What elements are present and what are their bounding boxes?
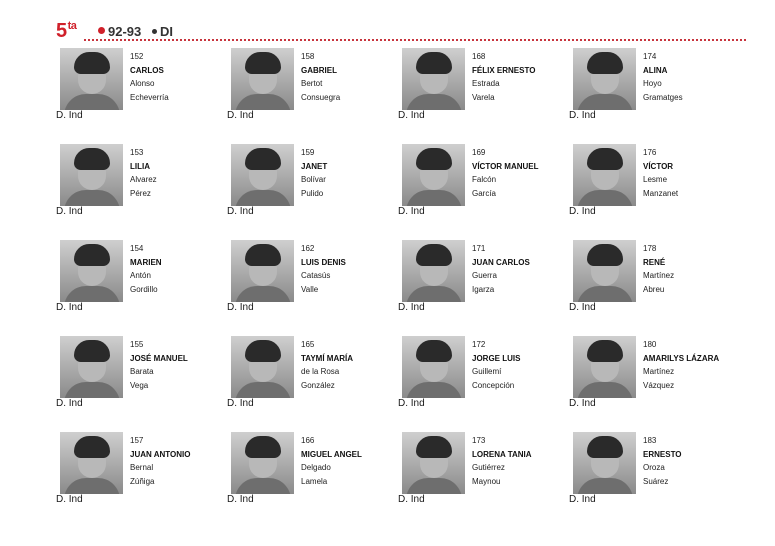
- student-first-name: JORGE LUIS: [472, 353, 521, 363]
- student-info: [130, 50, 226, 104]
- student-surname-2: Zúñiga: [130, 476, 155, 486]
- student-info: [643, 242, 739, 296]
- dind-label: D. Ind: [227, 206, 254, 217]
- photo-shoulders: [577, 190, 633, 206]
- student-info: [472, 50, 568, 104]
- student-number: 158: [301, 52, 315, 61]
- dind-label: D. Ind: [569, 302, 596, 313]
- student-first-name: CARLOS: [130, 65, 164, 75]
- dind-label: D. Ind: [56, 302, 83, 313]
- photo-hair: [416, 244, 452, 266]
- student-card: [398, 432, 568, 512]
- student-surname-1: Gutiérrez: [472, 463, 505, 472]
- student-info: [130, 242, 226, 296]
- student-surname-1: Oroza: [643, 463, 665, 472]
- student-photo: [231, 240, 294, 302]
- student-surname-1: Alonso: [130, 79, 155, 88]
- photo-shoulders: [235, 190, 291, 206]
- dind-label: D. Ind: [398, 302, 425, 313]
- student-number: 152: [130, 52, 144, 61]
- student-surname-1: Martínez: [643, 367, 675, 376]
- photo-shoulders: [406, 382, 462, 398]
- student-surname-2: Igarza: [472, 284, 495, 294]
- photo-shoulders: [64, 190, 120, 206]
- student-surname-1: Alvarez: [130, 175, 157, 184]
- student-photo: [573, 240, 636, 302]
- student-first-name: GABRIEL: [301, 65, 337, 75]
- student-surname-2: Varela: [472, 92, 495, 102]
- photo-shoulders: [406, 190, 462, 206]
- student-card: [56, 240, 226, 320]
- student-first-name: RENÉ: [643, 257, 666, 267]
- photo-hair: [416, 52, 452, 74]
- photo-shoulders: [64, 286, 120, 302]
- student-number: 155: [130, 340, 144, 349]
- photo-shoulders: [235, 286, 291, 302]
- photo-shoulders: [406, 286, 462, 302]
- student-first-name: MARIEN: [130, 257, 162, 267]
- photo-shoulders: [64, 94, 120, 110]
- student-card: [569, 240, 739, 320]
- student-photo: [573, 432, 636, 494]
- student-card: [56, 432, 226, 512]
- dind-label: D. Ind: [398, 494, 425, 505]
- student-number: 153: [130, 148, 144, 157]
- dind-label: D. Ind: [227, 302, 254, 313]
- student-photo: [402, 432, 465, 494]
- red-bullet-icon: [98, 27, 105, 34]
- student-first-name: JANET: [301, 161, 328, 171]
- student-card: [56, 336, 226, 416]
- student-surname-2: Abreu: [643, 284, 665, 294]
- student-card: [398, 336, 568, 416]
- photo-hair: [245, 52, 281, 74]
- student-surname-1: Bertot: [301, 79, 323, 88]
- student-info: [130, 338, 226, 392]
- photo-shoulders: [577, 94, 633, 110]
- student-card: [227, 336, 397, 416]
- student-photo: [573, 144, 636, 206]
- student-first-name: VÍCTOR: [643, 161, 674, 171]
- student-card: [398, 48, 568, 128]
- photo-shoulders: [235, 94, 291, 110]
- photo-shoulders: [577, 478, 633, 494]
- student-info: [301, 50, 397, 104]
- student-info: [301, 434, 397, 488]
- photo-hair: [587, 148, 623, 170]
- student-info: [472, 338, 568, 392]
- student-card: [227, 48, 397, 128]
- student-surname-1: Lesme: [643, 175, 668, 184]
- student-surname-1: Estrada: [472, 79, 500, 88]
- photo-hair: [587, 340, 623, 362]
- student-surname-2: Pulido: [301, 188, 324, 198]
- photo-hair: [74, 244, 110, 266]
- student-card: [227, 432, 397, 512]
- dind-label: D. Ind: [56, 494, 83, 505]
- photo-hair: [416, 148, 452, 170]
- student-photo: [231, 336, 294, 398]
- photo-shoulders: [577, 382, 633, 398]
- student-photo: [60, 240, 123, 302]
- dind-label: D. Ind: [56, 110, 83, 121]
- student-surname-2: Gramatges: [643, 92, 683, 102]
- student-first-name: FÉLIX ERNESTO: [472, 65, 536, 75]
- student-number: 174: [643, 52, 657, 61]
- student-card: [569, 432, 739, 512]
- student-photo: [60, 336, 123, 398]
- student-surname-2: García: [472, 188, 497, 198]
- dind-label: D. Ind: [569, 110, 596, 121]
- photo-hair: [74, 148, 110, 170]
- dotted-divider: [84, 39, 746, 41]
- student-surname-1: Martínez: [643, 271, 675, 280]
- dind-label: D. Ind: [227, 398, 254, 409]
- student-surname-1: Catasús: [301, 271, 331, 280]
- student-first-name: LUIS DENIS: [301, 257, 346, 267]
- student-info: [643, 146, 739, 200]
- student-number: 178: [643, 244, 657, 253]
- photo-hair: [416, 436, 452, 458]
- photo-hair: [416, 340, 452, 362]
- photo-hair: [245, 436, 281, 458]
- student-photo: [60, 48, 123, 110]
- photo-hair: [74, 340, 110, 362]
- student-surname-1: Hoyo: [643, 79, 662, 88]
- student-photo: [402, 336, 465, 398]
- student-surname-2: Consuegra: [301, 92, 341, 102]
- student-first-name: VÍCTOR MANUEL: [472, 161, 539, 171]
- student-card: [398, 240, 568, 320]
- student-surname-2: Maynou: [472, 476, 501, 486]
- photo-hair: [587, 244, 623, 266]
- student-surname-1: Bolívar: [301, 175, 326, 184]
- student-surname-1: Antón: [130, 271, 151, 280]
- photo-shoulders: [406, 94, 462, 110]
- student-card: [569, 144, 739, 224]
- student-first-name: ERNESTO: [643, 449, 682, 459]
- dind-label: D. Ind: [227, 494, 254, 505]
- student-info: [472, 434, 568, 488]
- photo-hair: [74, 52, 110, 74]
- student-number: 159: [301, 148, 315, 157]
- student-info: [472, 242, 568, 296]
- photo-hair: [245, 148, 281, 170]
- photo-hair: [74, 436, 110, 458]
- year-label: 92-93: [98, 24, 141, 39]
- student-number: 165: [301, 340, 315, 349]
- student-surname-2: Pérez: [130, 188, 151, 198]
- student-surname-1: Barata: [130, 367, 154, 376]
- page-header: [56, 16, 746, 46]
- student-photo: [573, 336, 636, 398]
- photo-hair: [587, 436, 623, 458]
- grade-title: $5^{ta}$: [56, 20, 77, 42]
- student-surname-1: Delgado: [301, 463, 331, 472]
- student-info: [301, 146, 397, 200]
- student-info: [130, 146, 226, 200]
- group-label: DI: [152, 24, 173, 39]
- dind-label: D. Ind: [398, 398, 425, 409]
- student-number: 176: [643, 148, 657, 157]
- photo-shoulders: [235, 382, 291, 398]
- student-number: 171: [472, 244, 486, 253]
- student-card: [227, 240, 397, 320]
- student-surname-1: Guillemí: [472, 367, 502, 376]
- student-surname-2: Suárez: [643, 476, 669, 486]
- student-photo: [231, 48, 294, 110]
- student-photo: [60, 432, 123, 494]
- student-photo: [402, 48, 465, 110]
- dind-label: D. Ind: [227, 110, 254, 121]
- student-number: 172: [472, 340, 486, 349]
- student-info: [643, 50, 739, 104]
- student-number: 169: [472, 148, 486, 157]
- student-card: [398, 144, 568, 224]
- student-card: [56, 144, 226, 224]
- student-info: [643, 338, 739, 392]
- dind-label: D. Ind: [569, 494, 596, 505]
- student-photo: [402, 240, 465, 302]
- student-photo: [60, 144, 123, 206]
- student-number: 168: [472, 52, 486, 61]
- student-photo: [402, 144, 465, 206]
- student-first-name: MIGUEL ANGEL: [301, 449, 362, 459]
- photo-shoulders: [235, 478, 291, 494]
- photo-shoulders: [64, 478, 120, 494]
- dind-label: D. Ind: [56, 206, 83, 217]
- photo-hair: [587, 52, 623, 74]
- student-first-name: LILIA: [130, 161, 150, 171]
- student-first-name: JUAN CARLOS: [472, 257, 530, 267]
- student-card: [56, 48, 226, 128]
- student-surname-2: Concepción: [472, 380, 515, 390]
- student-number: 173: [472, 436, 486, 445]
- student-card: [569, 48, 739, 128]
- student-card: [227, 144, 397, 224]
- photo-hair: [245, 340, 281, 362]
- student-first-name: AMARILYS LÁZARA: [643, 353, 720, 363]
- student-first-name: JOSÉ MANUEL: [130, 353, 188, 363]
- dind-label: D. Ind: [398, 110, 425, 121]
- student-photo: [231, 432, 294, 494]
- student-surname-2: Manzanet: [643, 188, 679, 198]
- student-info: [643, 434, 739, 488]
- student-number: 166: [301, 436, 315, 445]
- photo-shoulders: [577, 286, 633, 302]
- student-surname-2: Lamela: [301, 476, 328, 486]
- student-first-name: LORENA TANIA: [472, 449, 532, 459]
- student-number: 183: [643, 436, 657, 445]
- student-info: [130, 434, 226, 488]
- dind-label: D. Ind: [569, 398, 596, 409]
- dind-label: D. Ind: [56, 398, 83, 409]
- student-surname-1: Guerra: [472, 271, 497, 280]
- student-photo: [573, 48, 636, 110]
- student-number: 180: [643, 340, 657, 349]
- student-info: [301, 338, 397, 392]
- student-number: 157: [130, 436, 144, 445]
- student-photo: [231, 144, 294, 206]
- photo-shoulders: [64, 382, 120, 398]
- student-surname-2: Vázquez: [643, 380, 675, 390]
- student-card: [569, 336, 739, 416]
- bullet-icon: [152, 29, 157, 34]
- student-first-name: TAYMÍ MARÍA: [301, 353, 353, 363]
- dind-label: D. Ind: [569, 206, 596, 217]
- student-number: 154: [130, 244, 144, 253]
- student-first-name: ALINA: [643, 65, 668, 75]
- student-surname-2: Valle: [301, 284, 319, 294]
- student-surname-2: Echeverría: [130, 92, 169, 102]
- dind-label: D. Ind: [398, 206, 425, 217]
- student-surname-1: Bernal: [130, 463, 154, 472]
- student-surname-1: Falcón: [472, 175, 497, 184]
- student-surname-2: Gordillo: [130, 284, 158, 294]
- student-number: 162: [301, 244, 315, 253]
- student-surname-2: Vega: [130, 380, 149, 390]
- student-surname-2: González: [301, 380, 335, 390]
- photo-hair: [245, 244, 281, 266]
- student-info: [301, 242, 397, 296]
- photo-shoulders: [406, 478, 462, 494]
- student-info: [472, 146, 568, 200]
- student-surname-1: de la Rosa: [301, 367, 340, 376]
- student-first-name: JUAN ANTONIO: [130, 449, 191, 459]
